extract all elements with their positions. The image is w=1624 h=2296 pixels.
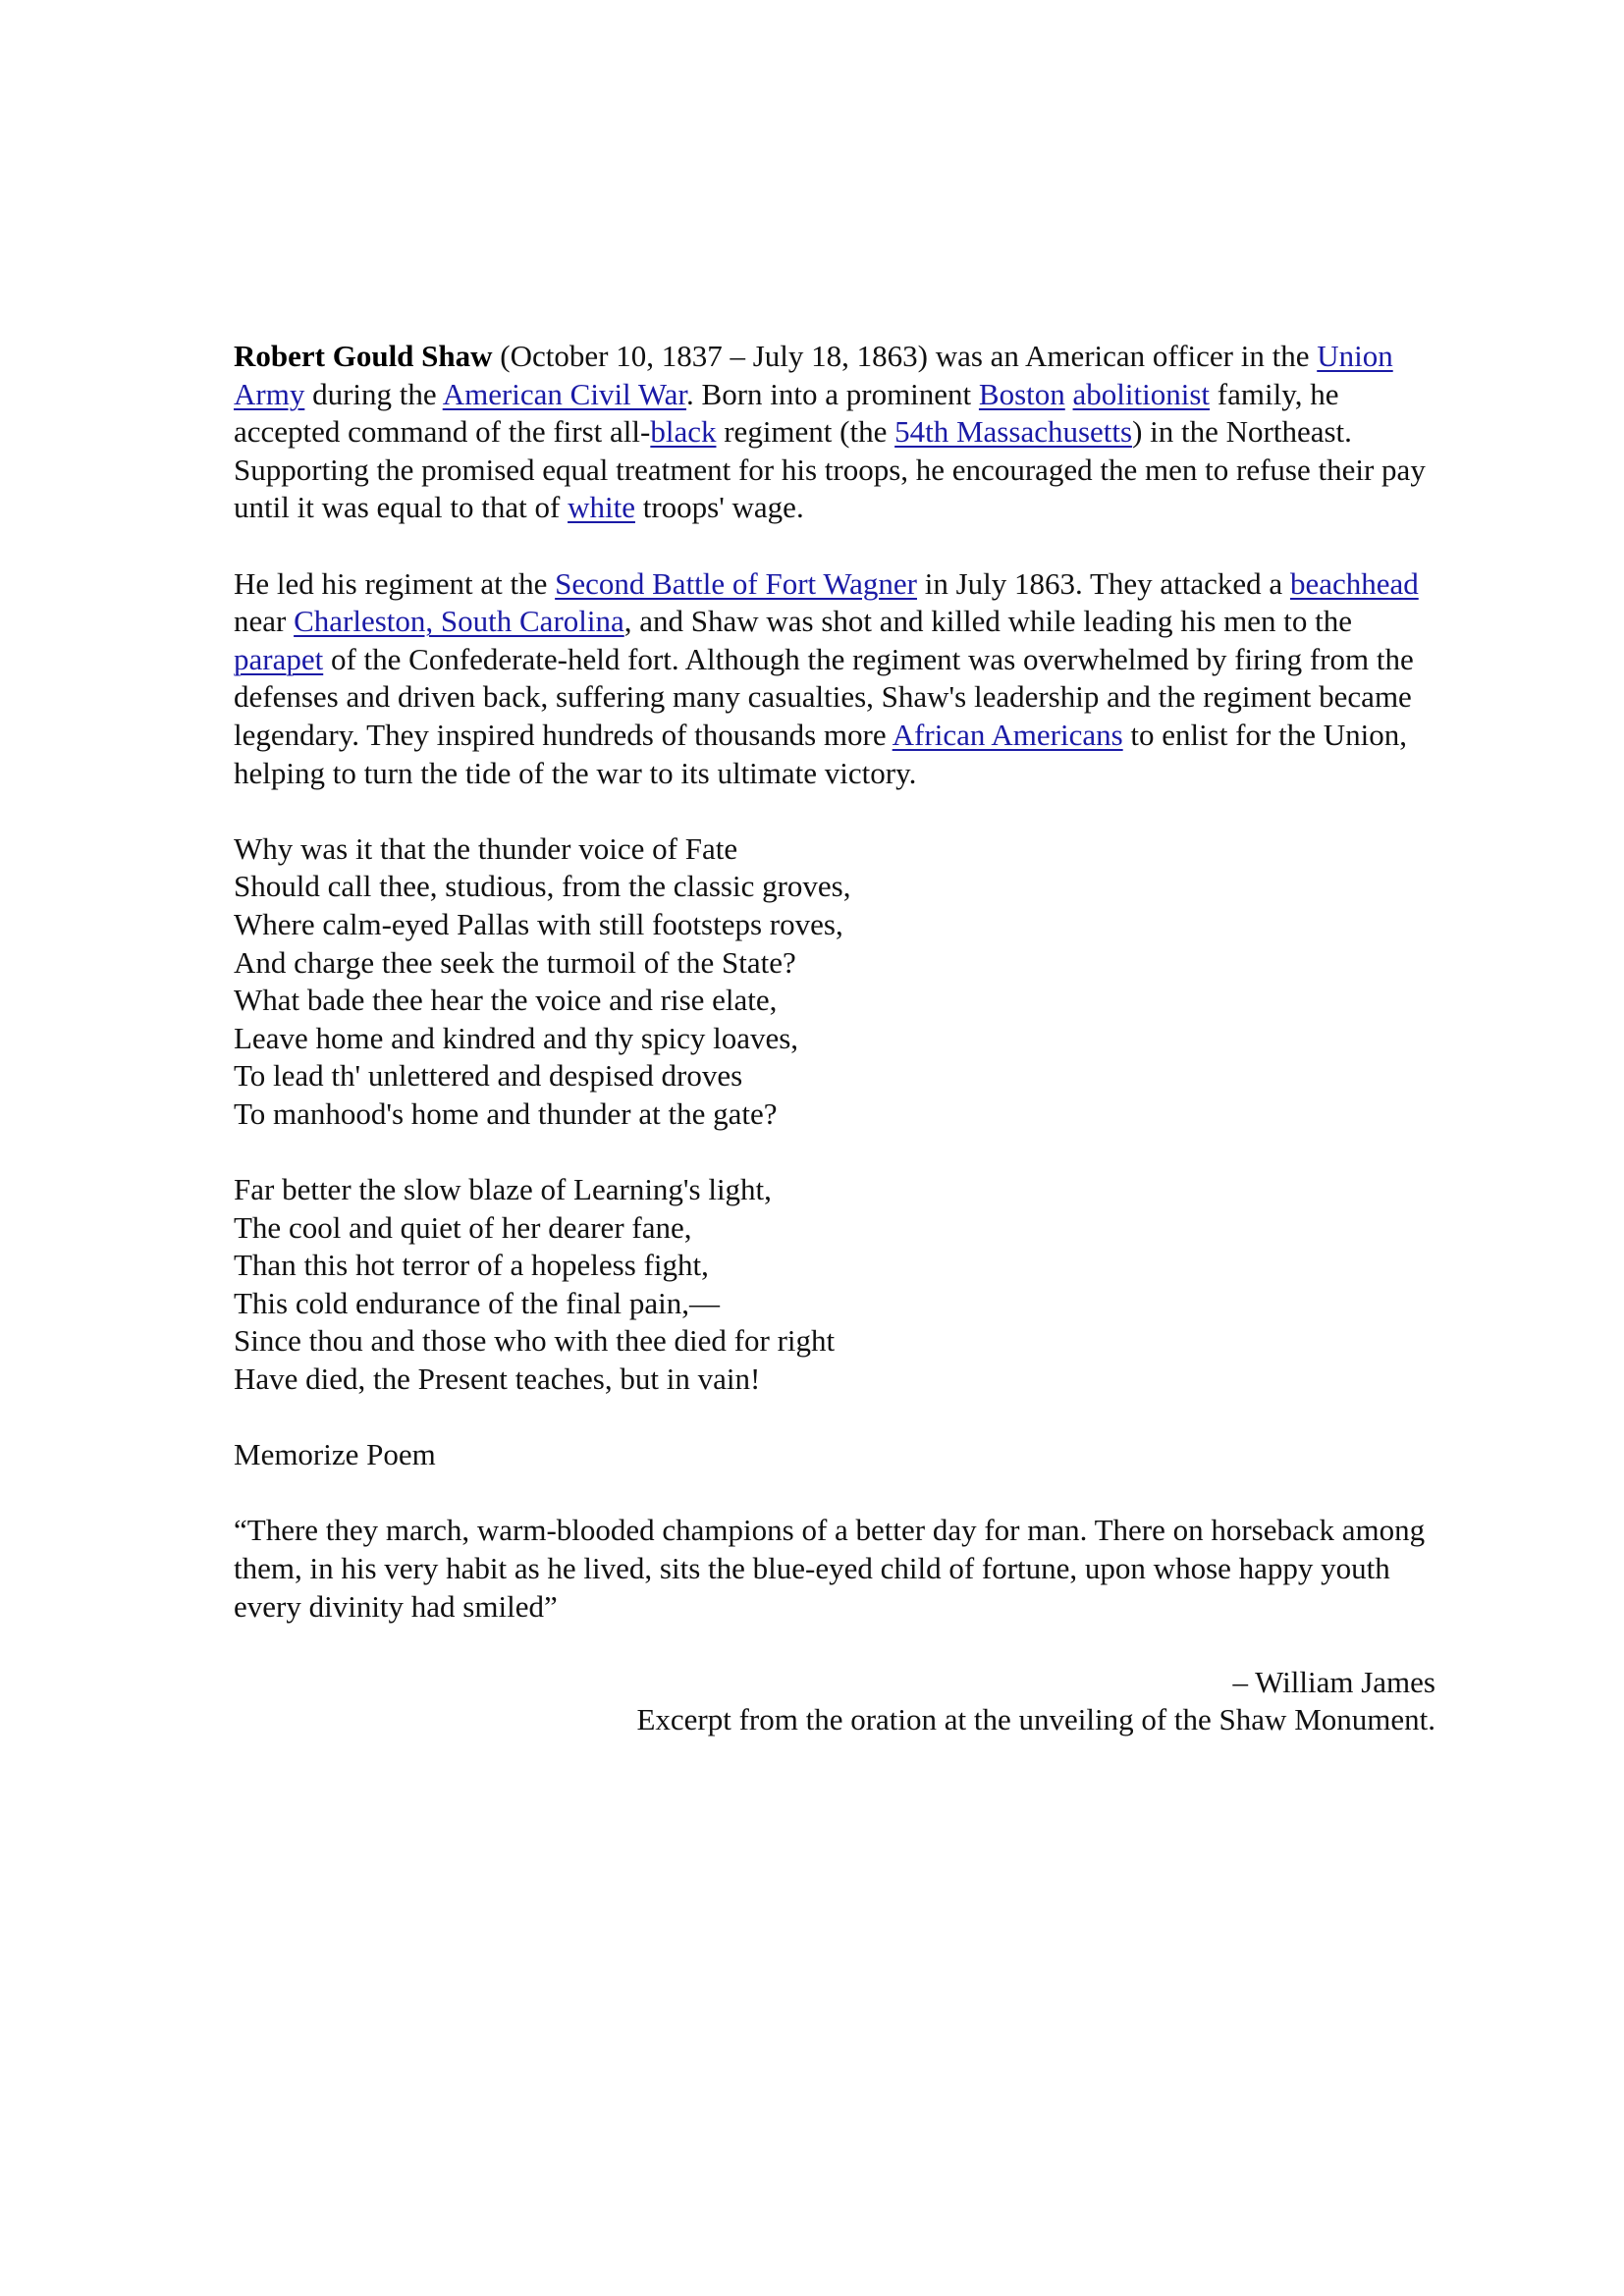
- link-charleston-south-carolina[interactable]: Charleston, South Carolina: [294, 604, 624, 639]
- link-boston[interactable]: Boston: [978, 376, 1065, 411]
- link-african-americans[interactable]: African Americans: [892, 717, 1123, 752]
- link-beachhead[interactable]: beachhead: [1289, 565, 1419, 601]
- poem-line: Where calm-eyed Pallas with still footsteps roves,: [234, 906, 843, 941]
- poem-line: Leave home and kindred and thy spicy loaves,: [234, 1020, 799, 1055]
- poem-line: Far better the slow blaze of Learning's light,: [234, 1172, 772, 1207]
- poem-stanza-1: [234, 830, 1441, 1134]
- text-run: of the Confederate-held fort. Although the regiment was overwhelmed by firing from the defenses and driven back, suffering many casualties, Shaw's leadership and the regiment became legendary. They inspired hundreds of thousands more: [234, 641, 1414, 752]
- document-page: [234, 338, 1441, 1739]
- text-run: (October 10, 1837 – July 18, 1863) was an American officer in the: [492, 339, 1318, 373]
- poem-line: Should call thee, studious, from the classic groves,: [234, 869, 851, 904]
- link-54th-massachusetts[interactable]: 54th Massachusetts: [894, 414, 1133, 450]
- link-union-army[interactable]: Union Army: [234, 339, 1393, 411]
- text-run: , and Shaw was shot and killed while leading his men to the: [623, 604, 1353, 639]
- text-run: troops' wage.: [634, 490, 804, 525]
- link-abolitionist[interactable]: abolitionist: [1072, 376, 1211, 411]
- spacer: [234, 1399, 1441, 1437]
- poem-line: Than this hot terror of a hopeless fight,: [234, 1248, 709, 1283]
- text-run: near: [234, 604, 295, 639]
- poem-line: To manhood's home and thunder at the gate?: [234, 1095, 778, 1131]
- poem-line: Why was it that the thunder voice of Fate: [234, 830, 738, 866]
- text-run: He led his regiment at the: [234, 565, 556, 601]
- spacer: [234, 1626, 1441, 1664]
- link-parapet[interactable]: parapet: [234, 641, 324, 676]
- spacer: [234, 792, 1441, 830]
- poem-line: What bade thee hear the voice and rise elate,: [234, 983, 778, 1018]
- link-second-battle-of-fort-wagner[interactable]: Second Battle of Fort Wagner: [555, 565, 917, 601]
- quote-source: Excerpt from the oration at the unveiling of the Shaw Monument.: [636, 1702, 1435, 1737]
- text-run: family, he accepted command of the first all-: [234, 376, 1339, 450]
- memorize-poem-label: Memorize Poem: [234, 1437, 436, 1472]
- poem-line: Have died, the Present teaches, but in vain!: [234, 1362, 761, 1397]
- spacer: [234, 1133, 1441, 1171]
- poem-line: This cold endurance of the final pain,—: [234, 1285, 720, 1320]
- text-run: in July 1863. They attacked a: [916, 565, 1290, 601]
- quote-text: “There they march, warm-blooded champions of a better day for man. There on horseback among them, in his very habit as he lived, sits the blue-eyed child of fortune, upon whose happy youth every divinity had smiled”: [234, 1513, 1426, 1624]
- text-run: . Born into a prominent: [686, 376, 979, 411]
- bio-paragraph-1: [234, 338, 1441, 527]
- text-run: to enlist for the Union, helping to turn the tide of the war to its ultimate victory.: [234, 717, 1407, 790]
- subject-name: Robert Gould Shaw: [234, 339, 493, 373]
- bio-paragraph-2: [234, 565, 1441, 793]
- link-american-civil-war[interactable]: American Civil War: [442, 376, 687, 411]
- poem-line: And charge thee seek the turmoil of the State?: [234, 944, 796, 980]
- spacer: [234, 1474, 1441, 1513]
- poem-line: To lead th' unlettered and despised droves: [234, 1058, 743, 1094]
- link-white[interactable]: white: [568, 490, 635, 525]
- poem-line: The cool and quiet of her dearer fane,: [234, 1209, 692, 1245]
- link-black[interactable]: black: [650, 414, 717, 450]
- text-run: regiment (the: [716, 414, 895, 450]
- poem-stanza-2: [234, 1171, 1441, 1399]
- text-run: ) in the Northeast. Supporting the promised equal treatment for his troops, he encouraged the men to refuse their pay until it was equal to that of: [234, 414, 1426, 525]
- text-run: [1065, 377, 1073, 411]
- text-run: during the: [304, 376, 443, 411]
- poem-line: Since thou and those who with thee died for right: [234, 1323, 836, 1359]
- quote-author: – William James: [1232, 1664, 1435, 1699]
